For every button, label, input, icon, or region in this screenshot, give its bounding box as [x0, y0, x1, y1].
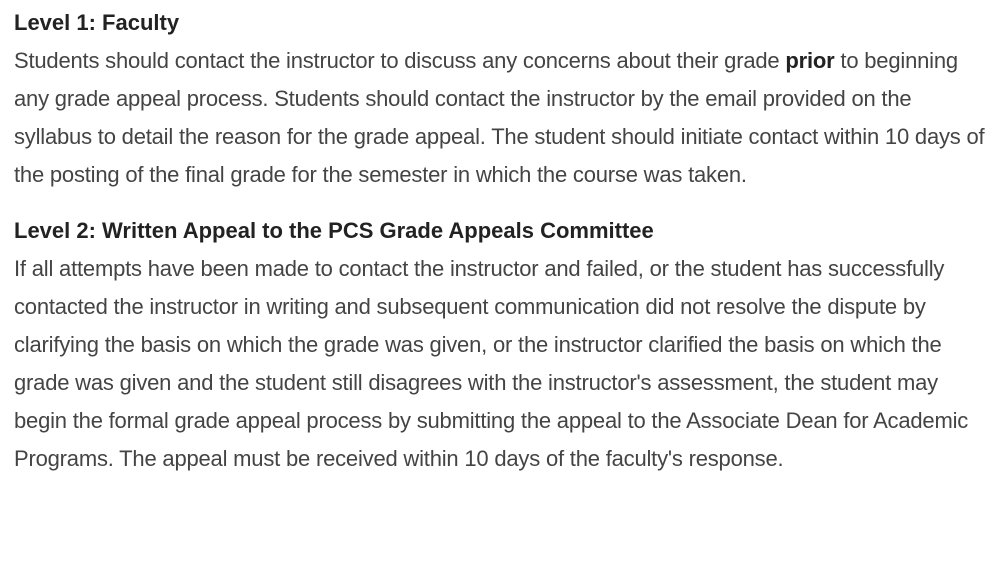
level-2-heading: Level 2: Written Appeal to the PCS Grade Appeals Committee	[14, 218, 654, 243]
level-1-section	[14, 4, 986, 194]
level-1-text-after: to beginning any grade appeal process. Students should contact the instructor by the email provided on the syllabus to detail the reason for the grade appeal. The student should initiate contact within 10 days of the posting of the final grade for the semester in which the course was taken.	[14, 48, 985, 187]
level-2-paragraph: If all attempts have been made to contact the instructor and failed, or the student has successfully contacted the instructor in writing and subsequent communication did not resolve the dispute by clarifying the basis on which the grade was given, or the instructor clarified the basis on which the grade was given and the student still disagrees with the instructor's assessment, the student may begin the formal grade appeal process by submitting the appeal to the Associate Dean for Academic Programs. The appeal must be received within 10 days of the faculty's response.	[14, 256, 969, 471]
level-1-emphasis: prior	[785, 48, 835, 73]
level-1-paragraph	[14, 42, 986, 194]
level-1-heading: Level 1: Faculty	[14, 10, 180, 35]
level-1-text-before: Students should contact the instructor to discuss any concerns about their grade	[14, 48, 786, 73]
level-2-section	[14, 212, 986, 478]
